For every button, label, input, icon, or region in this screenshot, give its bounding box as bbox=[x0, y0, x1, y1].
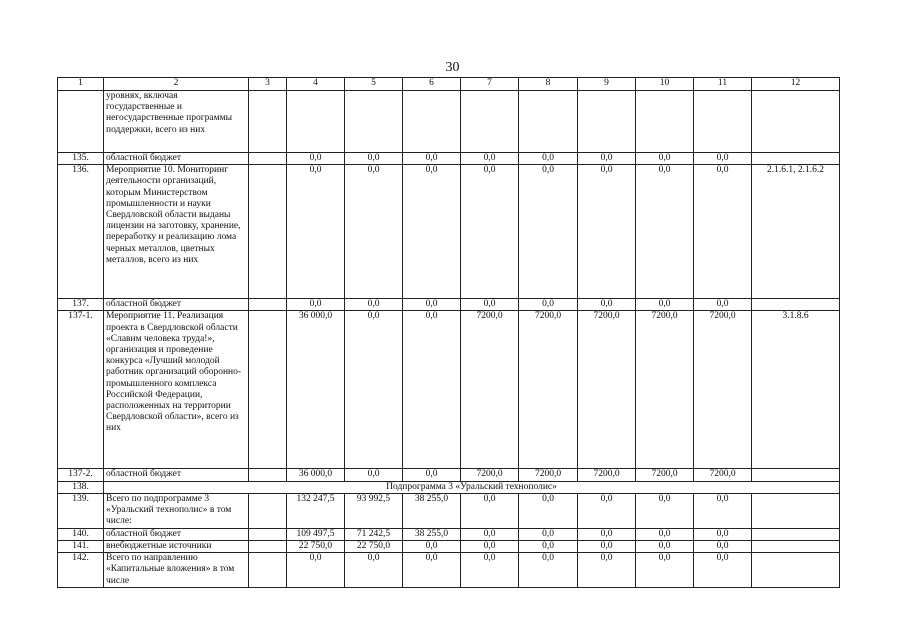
value-cell: 0,0 bbox=[461, 541, 519, 553]
row-description: областной бюджет bbox=[104, 528, 249, 540]
value-cell bbox=[249, 469, 287, 481]
target-index-cell bbox=[752, 469, 840, 481]
value-cell: 7200,0 bbox=[636, 311, 694, 469]
target-index-cell bbox=[752, 91, 840, 153]
row-description: Всего по подпрограмме 3 «Уральский технополис» в том числе: bbox=[104, 493, 249, 528]
value-cell: 7200,0 bbox=[578, 311, 636, 469]
value-cell: 0,0 bbox=[694, 153, 752, 165]
value-cell: 0,0 bbox=[694, 528, 752, 540]
row-description: Всего по направлению «Капитальные вложения» в том числе bbox=[104, 553, 249, 588]
target-index-cell bbox=[752, 299, 840, 311]
value-cell: 0,0 bbox=[578, 493, 636, 528]
value-cell: 0,0 bbox=[403, 165, 461, 299]
value-cell bbox=[249, 91, 287, 153]
value-cell bbox=[694, 91, 752, 153]
value-cell: 0,0 bbox=[403, 153, 461, 165]
table-row bbox=[58, 153, 840, 165]
table-row bbox=[58, 528, 840, 540]
value-cell: 0,0 bbox=[403, 299, 461, 311]
value-cell: 7200,0 bbox=[694, 311, 752, 469]
column-header: 6 bbox=[403, 78, 461, 91]
row-description: Мероприятие 10. Мониторинг деятельности организаций, которым Министерством промышленности и науки Свердловской области выданы лицензии на заготовку, хранение, переработку и реализацию лома черных металлов, цветных металлов, всего из них bbox=[104, 165, 249, 299]
value-cell: 0,0 bbox=[287, 153, 345, 165]
value-cell: 0,0 bbox=[287, 553, 345, 588]
value-cell: 0,0 bbox=[519, 493, 578, 528]
column-header: 10 bbox=[636, 78, 694, 91]
value-cell: 7200,0 bbox=[519, 469, 578, 481]
row-description: внебюджетные источники bbox=[104, 541, 249, 553]
column-header: 1 bbox=[58, 78, 104, 91]
value-cell: 0,0 bbox=[403, 553, 461, 588]
value-cell bbox=[249, 165, 287, 299]
value-cell bbox=[249, 311, 287, 469]
table-row bbox=[58, 493, 840, 528]
value-cell: 0,0 bbox=[519, 153, 578, 165]
value-cell: 0,0 bbox=[636, 299, 694, 311]
target-index-cell bbox=[752, 493, 840, 528]
value-cell: 0,0 bbox=[519, 299, 578, 311]
column-header: 7 bbox=[461, 78, 519, 91]
value-cell bbox=[461, 91, 519, 153]
column-header: 5 bbox=[345, 78, 403, 91]
value-cell: 0,0 bbox=[694, 299, 752, 311]
value-cell: 0,0 bbox=[694, 165, 752, 299]
row-number: 139. bbox=[58, 493, 104, 528]
row-number: 138. bbox=[58, 481, 104, 493]
value-cell: 22 750,0 bbox=[287, 541, 345, 553]
budget-table bbox=[57, 77, 840, 588]
value-cell: 0,0 bbox=[578, 553, 636, 588]
value-cell: 0,0 bbox=[578, 153, 636, 165]
value-cell: 0,0 bbox=[636, 528, 694, 540]
value-cell: 0,0 bbox=[694, 553, 752, 588]
value-cell bbox=[345, 91, 403, 153]
row-number bbox=[58, 91, 104, 153]
value-cell: 0,0 bbox=[345, 165, 403, 299]
value-cell: 0,0 bbox=[519, 528, 578, 540]
target-index-cell bbox=[752, 553, 840, 588]
row-number: 137-1. bbox=[58, 311, 104, 469]
value-cell: 7200,0 bbox=[636, 469, 694, 481]
table-row bbox=[58, 481, 840, 493]
column-header: 2 bbox=[104, 78, 249, 91]
value-cell: 0,0 bbox=[636, 541, 694, 553]
value-cell: 0,0 bbox=[578, 541, 636, 553]
value-cell: 0,0 bbox=[287, 299, 345, 311]
table-row bbox=[58, 541, 840, 553]
column-header: 9 bbox=[578, 78, 636, 91]
target-index-cell: 3.1.8.6 bbox=[752, 311, 840, 469]
value-cell: 0,0 bbox=[461, 153, 519, 165]
value-cell: 0,0 bbox=[461, 493, 519, 528]
value-cell: 38 255,0 bbox=[403, 493, 461, 528]
subprogram-title: Подпрограмма 3 «Уральский технополис» bbox=[104, 481, 840, 493]
table-row bbox=[58, 91, 840, 153]
value-cell bbox=[578, 91, 636, 153]
target-index-cell: 2.1.6.1, 2.1.6.2 bbox=[752, 165, 840, 299]
value-cell: 0,0 bbox=[461, 165, 519, 299]
table-row bbox=[58, 311, 840, 469]
value-cell: 7200,0 bbox=[694, 469, 752, 481]
value-cell: 38 255,0 bbox=[403, 528, 461, 540]
row-description: Мероприятие 11. Реализация проекта в Свердловской области «Славим человека труда!», организация и проведение конкурса «Лучший молодой работник организаций оборонно-промышленного комплекса Российской Федерации, расположенных на территории Свердловской области», всего из них bbox=[104, 311, 249, 469]
value-cell bbox=[403, 91, 461, 153]
value-cell: 132 247,5 bbox=[287, 493, 345, 528]
value-cell: 0,0 bbox=[403, 469, 461, 481]
row-description: областной бюджет bbox=[104, 299, 249, 311]
table-header-row bbox=[58, 78, 840, 91]
value-cell: 0,0 bbox=[461, 299, 519, 311]
value-cell: 0,0 bbox=[578, 165, 636, 299]
value-cell bbox=[249, 153, 287, 165]
value-cell bbox=[249, 528, 287, 540]
value-cell: 0,0 bbox=[578, 299, 636, 311]
value-cell: 7200,0 bbox=[519, 311, 578, 469]
value-cell bbox=[249, 553, 287, 588]
value-cell: 93 992,5 bbox=[345, 493, 403, 528]
value-cell: 0,0 bbox=[694, 493, 752, 528]
value-cell: 0,0 bbox=[345, 311, 403, 469]
row-number: 142. bbox=[58, 553, 104, 588]
value-cell: 0,0 bbox=[578, 528, 636, 540]
value-cell: 71 242,5 bbox=[345, 528, 403, 540]
target-index-cell bbox=[752, 541, 840, 553]
value-cell: 0,0 bbox=[461, 553, 519, 588]
value-cell bbox=[519, 91, 578, 153]
row-number: 141. bbox=[58, 541, 104, 553]
value-cell bbox=[249, 493, 287, 528]
table-body bbox=[58, 78, 840, 588]
column-header: 4 bbox=[287, 78, 345, 91]
value-cell: 0,0 bbox=[403, 541, 461, 553]
value-cell: 0,0 bbox=[345, 553, 403, 588]
value-cell: 0,0 bbox=[345, 469, 403, 481]
value-cell: 7200,0 bbox=[461, 311, 519, 469]
value-cell bbox=[249, 541, 287, 553]
value-cell bbox=[249, 299, 287, 311]
value-cell: 7200,0 bbox=[461, 469, 519, 481]
value-cell: 0,0 bbox=[636, 553, 694, 588]
row-number: 135. bbox=[58, 153, 104, 165]
value-cell: 109 497,5 bbox=[287, 528, 345, 540]
value-cell: 0,0 bbox=[345, 153, 403, 165]
value-cell: 0,0 bbox=[345, 299, 403, 311]
row-number: 137. bbox=[58, 299, 104, 311]
table-row bbox=[58, 165, 840, 299]
value-cell: 0,0 bbox=[694, 541, 752, 553]
row-description: областной бюджет bbox=[104, 469, 249, 481]
value-cell: 22 750,0 bbox=[345, 541, 403, 553]
value-cell: 0,0 bbox=[519, 553, 578, 588]
table-row bbox=[58, 469, 840, 481]
row-description: уровнях, включая государственные и негосударственные программы поддержки, всего из них bbox=[104, 91, 249, 153]
value-cell: 0,0 bbox=[636, 493, 694, 528]
value-cell: 0,0 bbox=[287, 165, 345, 299]
row-number: 137-2. bbox=[58, 469, 104, 481]
table-row bbox=[58, 553, 840, 588]
row-description: областной бюджет bbox=[104, 153, 249, 165]
column-header: 11 bbox=[694, 78, 752, 91]
value-cell: 0,0 bbox=[636, 165, 694, 299]
value-cell: 0,0 bbox=[519, 165, 578, 299]
target-index-cell bbox=[752, 528, 840, 540]
page-number: 30 bbox=[445, 60, 460, 75]
value-cell: 36 000,0 bbox=[287, 311, 345, 469]
row-number: 136. bbox=[58, 165, 104, 299]
value-cell: 36 000,0 bbox=[287, 469, 345, 481]
table-row bbox=[58, 299, 840, 311]
row-number: 140. bbox=[58, 528, 104, 540]
column-header: 12 bbox=[752, 78, 840, 91]
value-cell: 7200,0 bbox=[578, 469, 636, 481]
value-cell: 0,0 bbox=[636, 153, 694, 165]
value-cell bbox=[287, 91, 345, 153]
target-index-cell bbox=[752, 153, 840, 165]
value-cell: 0,0 bbox=[519, 541, 578, 553]
value-cell: 0,0 bbox=[403, 311, 461, 469]
column-header: 3 bbox=[249, 78, 287, 91]
column-header: 8 bbox=[519, 78, 578, 91]
value-cell bbox=[636, 91, 694, 153]
value-cell: 0,0 bbox=[461, 528, 519, 540]
